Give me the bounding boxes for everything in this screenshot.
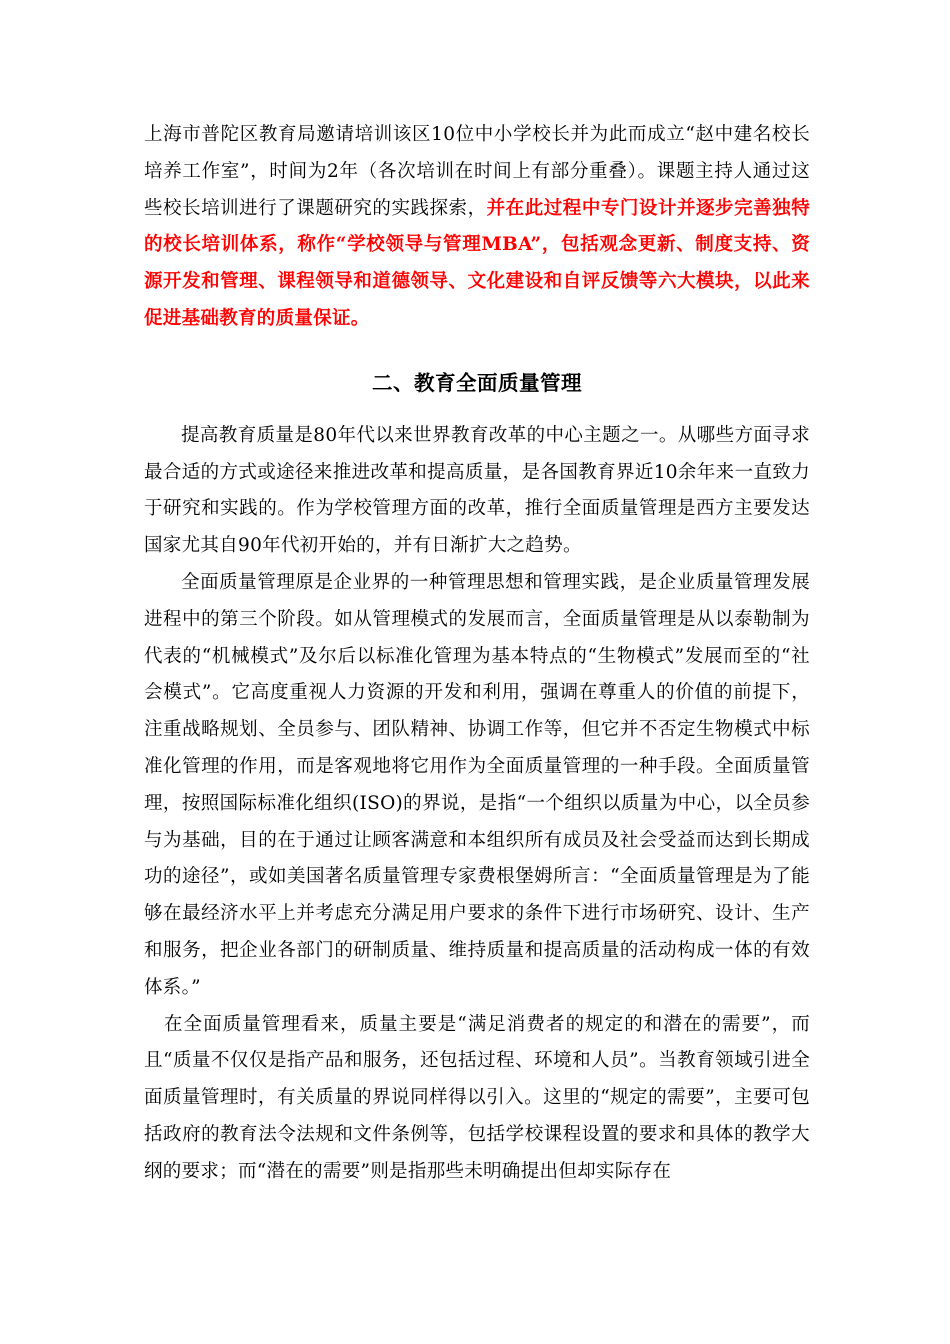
intro-normal-text: 上海市普陀区教育局邀请培训该区10位中小学校长并为此而成立“赵中建名校长培养工作室”，时间为2年（各次培训在时间上有部分重叠）。课题主持人通过这些校长培训进行了课题研究的实践探索， [144,124,810,219]
section-heading: 二、教育全面质量管理 [372,370,582,395]
body-paragraph-1: 提高教育质量是80年代以来世界教育改革的中心主题之一。从哪些方面寻求最合适的方式或途径来推进改革和提高质量，是各国教育界近10余年来一直致力于研究和实践的。作为学校管理方面的改革，推行全面质量管理是西方主要发达国家尤其自90年代初开始的，并有日渐扩大之趋势。 [144,424,810,557]
page-content [144,117,810,1191]
intro-highlighted-text: 并在此过程中专门设计并逐步完善独特的校长培训体系，称作“学校领导与管理MBA”，包括观念更新、制度支持、资源开发和管理、课程领导和道德领导、文化建设和自评反馈等六大模块，以此来促进基础教育的质量保证。 [144,197,810,329]
body-paragraph-3: 在全面质量管理看来，质量主要是“满足消费者的规定的和潜在的需要”，而且“质量不仅仅是指产品和服务，还包括过程、环境和人员”。当教育领域引进全面质量管理时，有关质量的界说同样得以引入。这里的“规定的需要”，主要可包括政府的教育法令法规和文件条例等，包括学校课程设置的要求和具体的教学大纲的要求；而“潜在的需要”则是指那些未明确提出但却实际存在 [144,1013,810,1182]
body-paragraph-2: 全面质量管理原是企业界的一种管理思想和管理实践，是企业质量管理发展进程中的第三个阶段。如从管理模式的发展而言，全面质量管理是从以泰勒制为代表的“机械模式”及尔后以标准化管理为基本特点的“生物模式”发展而至的“社会模式”。它高度重视人力资源的开发和利用，强调在尊重人的价值的前提下，注重战略规划、全员参与、团队精神、协调工作等，但它并不否定生物模式中标准化管理的作用，而是客观地将它用作为全面质量管理的一种手段。全面质量管理，按照国际标准化组织(ISO)的界说，是指“一个组织以质量为中心，以全员参与为基础，目的在于通过让顾客满意和本组织所有成员及社会受益而达到长期成功的途径”，或如美国著名质量管理专家费根堡姆所言：“全面质量管理是为了能够在最经济水平上并考虑充分满足用户要求的条件下进行市场研究、设计、生产和服务，把企业各部门的研制质量、维持质量和提高质量的活动构成一体的有效体系。” [144,571,810,998]
intro-paragraph [144,117,810,338]
